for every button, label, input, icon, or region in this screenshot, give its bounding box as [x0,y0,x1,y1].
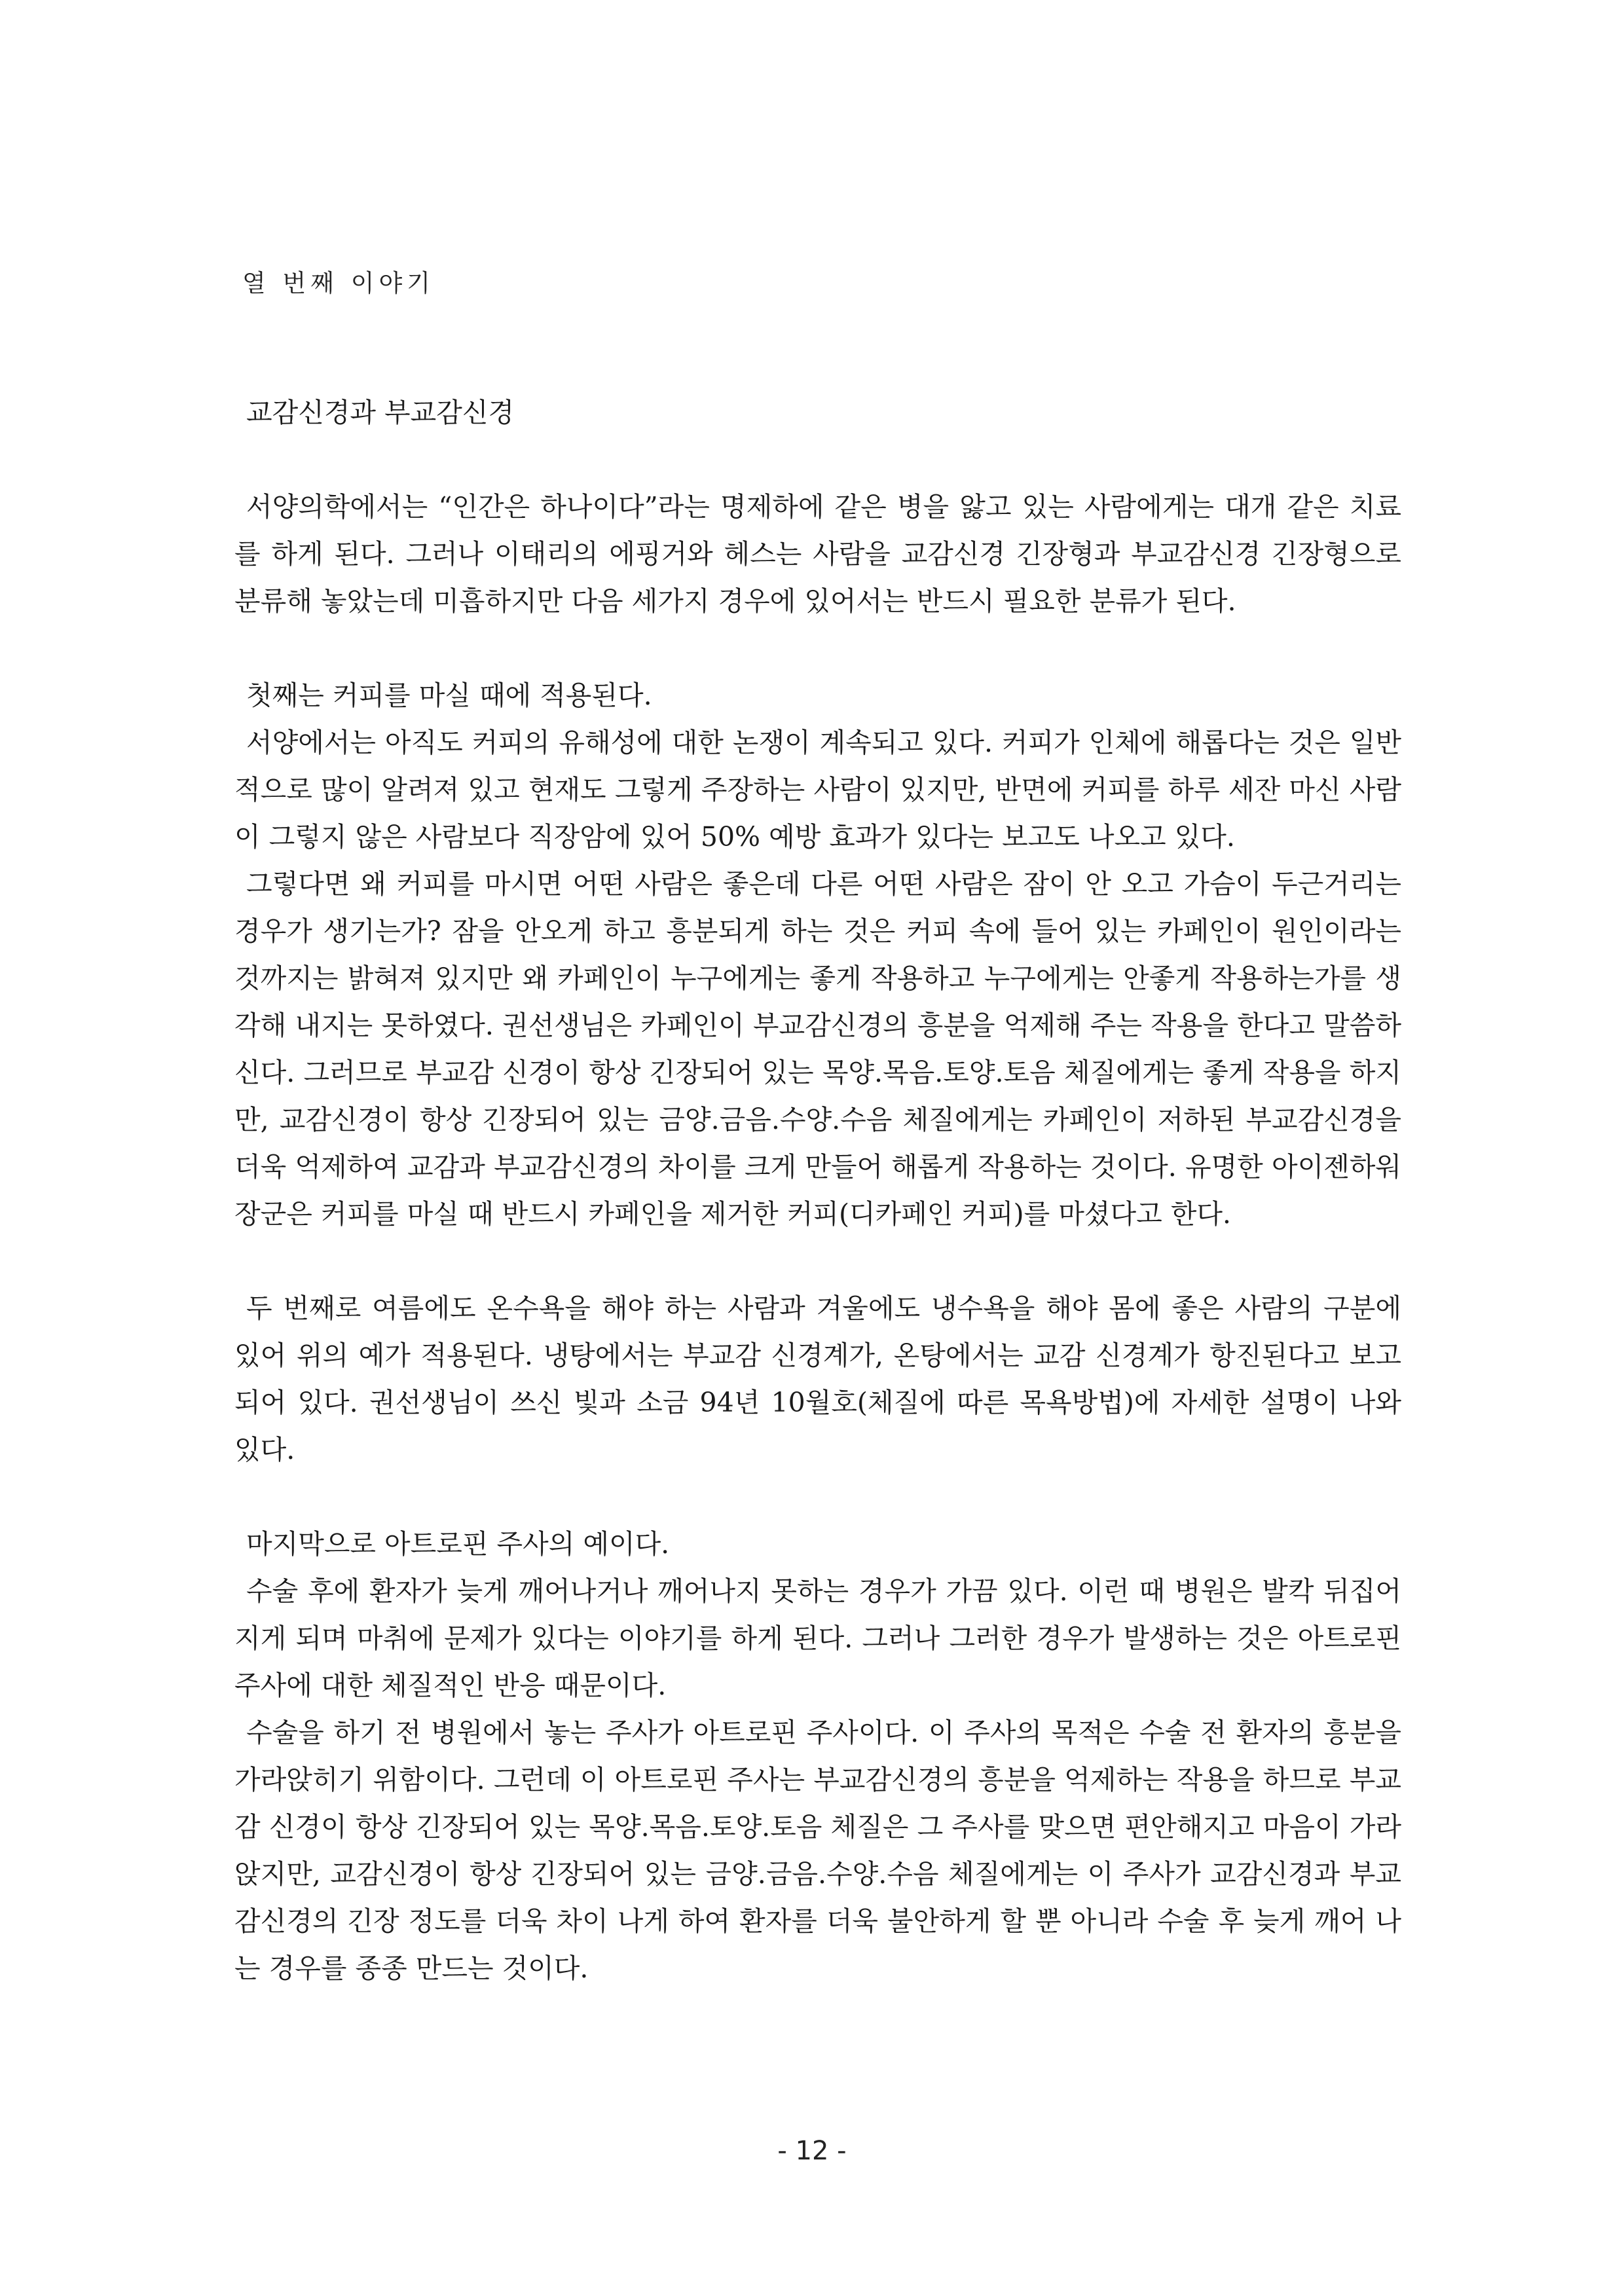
paragraph: 그렇다면 왜 커피를 마시면 어떤 사람은 좋은데 다른 어떤 사람은 잠이 안 오고 가슴이 두근거리는 경우가 생기는가? 잠을 안오게 하고 흥분되게 하는 것은 커피 속에 들어 있는 카페인이 원인이라는 것까지는 밝혀져 있지만 왜 카페인이 누구에게는 좋게 작용하고 누구에게는 안좋게 작용하는가를 생각해 내지는 못하였다. 권선생님은 카페인이 부교감신경의 흥분을 억제해 주는 작용을 한다고 말씀하신다. 그러므로 부교감 신경이 항상 긴장되어 있는 목양.목음.토양.토음 체질에게는 좋게 작용을 하지만, 교감신경이 항상 긴장되어 있는 금양.금음.수양.수음 체질에게는 카페인이 저하된 부교감신경을 더욱 억제하여 교감과 부교감신경의 차이를 크게 만들어 해롭게 작용하는 것이다. 유명한 아이젠하워 장군은 커피를 마실 때 반드시 카페인을 제거한 커피(디카페인 커피)를 마셨다고 한다. [234,868,1402,1230]
chapter-label: 열 번째 이야기 [242,269,435,297]
paragraph: 첫째는 커피를 마실 때에 적용된다. [246,680,652,711]
paragraph: 마지막으로 아트로핀 주사의 예이다. [246,1528,670,1560]
paragraph: 두 번째로 여름에도 온수욕을 해야 하는 사람과 겨울에도 냉수욕을 해야 몸에 좋은 사람의 구분에 있어 위의 예가 적용된다. 냉탕에서는 부교감 신경계가, 온탕에서는 교감 신경계가 항진된다고 보고되어 있다. 권선생님이 쓰신 빛과 소금 94년 10월호(체질에 따른 목욕방법)에 자세한 설명이 나와 있다. [234,1293,1401,1465]
atropine-block [234,1520,1401,1992]
bath-block [234,1285,1401,1473]
paragraph: 수술을 하기 전 병원에서 놓는 주사가 아트로핀 주사이다. 이 주사의 목적은 수술 전 환자의 흥분을 가라앉히기 위함이다. 그런데 이 아트로핀 주사는 부교감신경의 흥분을 억제하는 작용을 하므로 부교감 신경이 항상 긴장되어 있는 목양.목음.토양.토음 체질은 그 주사를 맞으면 편안해지고 마음이 가라앉지만, 교감신경이 항상 긴장되어 있는 금양.금음.수양.수음 체질에게는 이 주사가 교감신경과 부교감신경의 긴장 정도를 더욱 차이 나게 하여 환자를 더욱 불안하게 할 뿐 아니라 수술 후 늦게 깨어 나는 경우를 종종 만드는 것이다. [234,1717,1401,1984]
intro-block [234,483,1401,625]
coffee-block [234,672,1401,1238]
page-number: - 12 - [777,2136,847,2166]
paragraph: 서양의학에서는 “인간은 하나이다”라는 명제하에 같은 병을 앓고 있는 사람에게는 대개 같은 치료를 하게 된다. 그러나 이태리의 에핑거와 헤스는 사람을 교감신경 긴장형과 부교감신경 긴장형으로 분류해 놓았는데 미흡하지만 다음 세가지 경우에 있어서는 반드시 필요한 분류가 된다. [234,491,1401,617]
document-body [234,389,1401,2039]
section-title: 교감신경과 부교감신경 [246,397,515,428]
paragraph: 수술 후에 환자가 늦게 깨어나거나 깨어나지 못하는 경우가 가끔 있다. 이런 때 병원은 발칵 뒤집어지게 되며 마취에 문제가 있다는 이야기를 하게 된다. 그러나 그러한 경우가 발생하는 것은 아트로핀 주사에 대한 체질적인 반응 때문이다. [234,1575,1401,1701]
paragraph: 서양에서는 아직도 커피의 유해성에 대한 논쟁이 계속되고 있다. 커피가 인체에 해롭다는 것은 일반적으로 많이 알려져 있고 현재도 그렇게 주장하는 사람이 있지만, 반면에 커피를 하루 세잔 마신 사람이 그렇지 않은 사람보다 직장암에 있어 50% 예방 효과가 있다는 보고도 나오고 있다. [234,727,1401,853]
